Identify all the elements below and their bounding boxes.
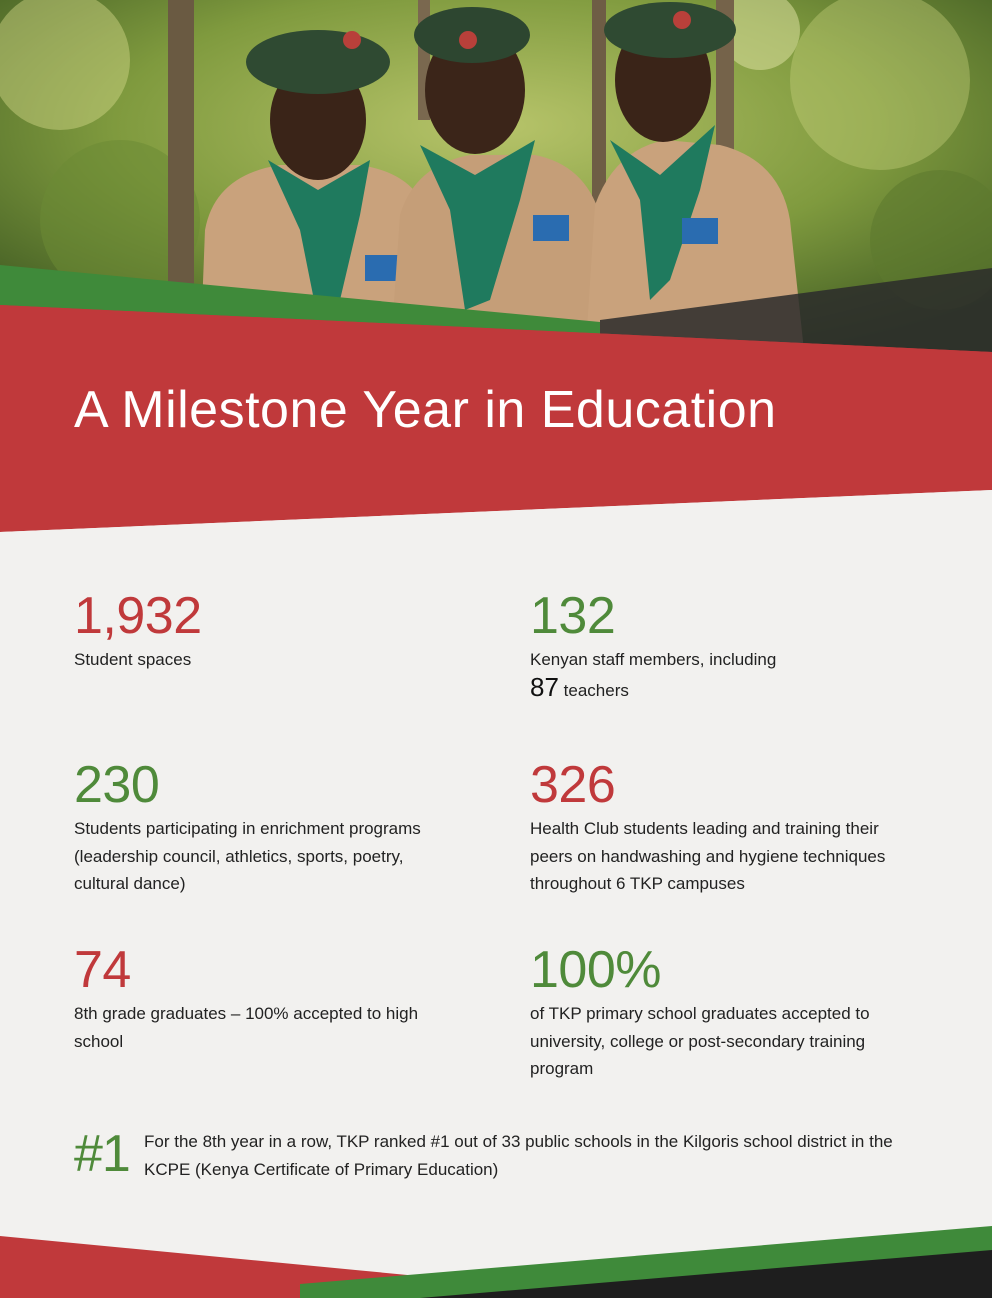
stat-description: Student spaces [74,650,192,669]
stat-number: 1,932 [74,587,202,645]
stat-number: 230 [74,756,160,814]
stat-student-spaces [74,588,454,674]
stat-graduates-accepted [530,942,910,1083]
stat-number: 326 [530,756,616,814]
stat-health-club [530,757,910,898]
stat-description-text: Kenyan staff members, including [530,650,777,669]
stat-description: Students participating in enrichment programs (leadership council, athletics, sports, poetry, cultural dance) [74,819,421,893]
stat-enrichment-programs [74,757,454,898]
hero-banner [0,0,992,540]
stat-8th-grade-graduates [74,942,454,1055]
stat-inline-number: 87 [530,671,559,702]
scouts-photo [0,0,992,540]
ranking-number: #1 [74,1125,130,1183]
stat-description [530,646,910,704]
page-title: A Milestone Year in Education [74,381,777,439]
stat-description: Health Club students leading and training their peers on handwashing and hygiene techniques throughout 6 TKP campuses [530,819,886,893]
ranking-description: For the 8th year in a row, TKP ranked #1 out of 33 public schools in the Kilgoris school district in the KCPE (Kenya Certificate of Primary Education) [144,1132,893,1179]
stat-description: of TKP primary school graduates accepted to university, college or post-secondary training program [530,1004,870,1078]
stat-number: 132 [530,587,616,645]
footer-stripes [0,1220,992,1298]
footer-stripes-graphic [0,1220,992,1298]
stat-number: 74 [74,941,131,999]
stat-number: 100% [530,941,661,999]
stat-staff-members [530,588,910,704]
stat-description: 8th grade graduates – 100% accepted to high school [74,1004,419,1051]
stat-inline-text: teachers [563,680,629,700]
